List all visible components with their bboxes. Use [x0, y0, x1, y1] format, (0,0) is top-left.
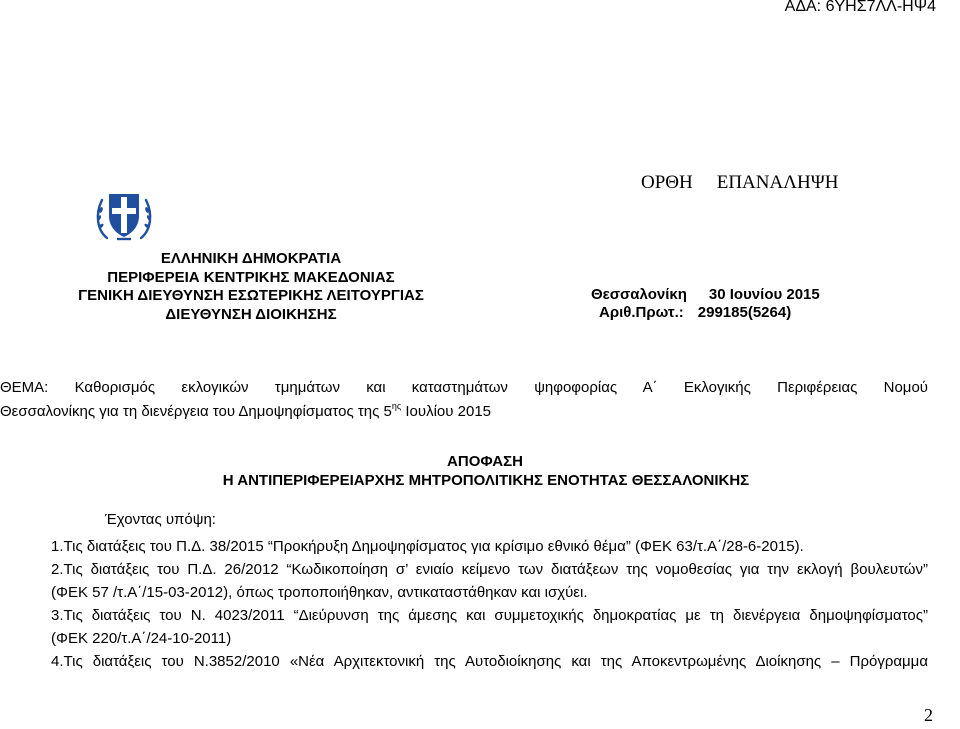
greek-coat-of-arms-emblem — [93, 184, 155, 246]
protocol-label: Αριθ.Πρωτ.: — [599, 304, 684, 321]
subject-line-1: ΘΕΜΑ: Καθορισμός εκλογικών τμημάτων και καταστημάτων ψηφοφορίας Α΄ Εκλογικής Περιφέρειας Νομού — [0, 379, 928, 396]
considering-intro: Έχοντας υπόψη: — [105, 511, 216, 528]
date: 30 Ιουνίου 2015 — [708, 286, 820, 303]
correct-repetition-label — [641, 172, 838, 194]
place: Θεσσαλονίκη — [591, 286, 687, 303]
protocol-number-line — [599, 304, 791, 323]
header-line-republic: ΕΛΛΗΝΙΚΗ ΔΗΜΟΚΡΑΤΙΑ — [160, 250, 342, 267]
considerations-list — [51, 535, 928, 673]
issuing-authority-header — [0, 250, 502, 324]
ordinal-suffix: ης — [391, 401, 402, 411]
consideration-item-2-line-1: 2.Τις διατάξεις του Π.Δ. 26/2012 “Κωδικοποίηση σ’ ενιαίο κείμενο των διατάξεων της νομοθεσίας για την εκλογή βουλευτών” — [51, 561, 928, 578]
decision-authority: Η ΑΝΤΙΠΕΡΙΦΕΡΕΙΑΡΧΗΣ ΜΗΤΡΟΠΟΛΙΤΙΚΗΣ ΕΝΟΤΗΤΑΣ ΘΕΣΣΑΛΟΝΙΚΗΣ — [222, 472, 750, 489]
decision-heading — [0, 452, 960, 490]
page-number: 2 — [924, 705, 933, 725]
consideration-item-1: 1.Τις διατάξεις του Π.Δ. 38/2015 “Προκήρυξη Δημοψηφίσματος για κρίσιμο εθνικό θέμα” (ΦΕΚ 63/τ.Α΄/28-6-2015). — [51, 538, 804, 555]
consideration-item-3-line-1: 3.Τις διατάξεις του Ν. 4023/2011 “Διεύρυνση της άμεσης και συμμετοχικής δημοκρατίας με τη διενέργεια δημοψηφίσματος” — [51, 607, 928, 624]
header-line-directorate: ΔΙΕΥΘΥΝΣΗ ΔΙΟΙΚΗΣΗΣ — [165, 305, 337, 323]
consideration-item-4: 4.Τις διατάξεις του Ν.3852/2010 «Νέα Αρχιτεκτονική της Αυτοδιοίκησης και της Αποκεντρωμένης Διοίκησης – Πρόγραμμα — [51, 653, 928, 670]
subject-line-2 — [0, 397, 928, 421]
status-word-1: ΟΡΘΗ — [641, 172, 693, 193]
header-line-general-directorate: ΓΕΝΙΚΗ ΔΙΕΥΘΥΝΣΗ ΕΣΩΤΕΡΙΚΗΣ ΛΕΙΤΟΥΡΓΙΑΣ — [78, 287, 424, 304]
consideration-item-3-line-2: (ΦΕΚ 220/τ.Α΄/24-10-2011) — [51, 630, 232, 647]
protocol-number: 299185(5264) — [697, 304, 792, 321]
ada-code: ΑΔΑ: 6ΥΗΣ7ΛΛ-ΗΨ4 — [784, 0, 936, 15]
subject-line-2-text: Θεσσαλονίκης για τη διενέργεια του Δημοψηφίσματος της 5 — [0, 403, 392, 420]
subject-line-2-end: Ιουλίου 2015 — [401, 403, 491, 420]
decision-title: ΑΠΟΦΑΣΗ — [447, 453, 523, 470]
header-line-region: ΠΕΡΙΦΕΡΕΙΑ ΚΕΝΤΡΙΚΗΣ ΜΑΚΕΔΟΝΙΑΣ — [107, 268, 395, 286]
place-and-date — [591, 286, 820, 305]
status-word-2: ΕΠΑΝΑΛΗΨΗ — [716, 172, 839, 193]
subject-block — [0, 378, 928, 421]
consideration-item-2-line-2: (ΦΕΚ 57 /τ.Α΄/15-03-2012), όπως τροποποιήθηκαν, αντικαταστάθηκαν και ισχύει. — [51, 584, 588, 601]
